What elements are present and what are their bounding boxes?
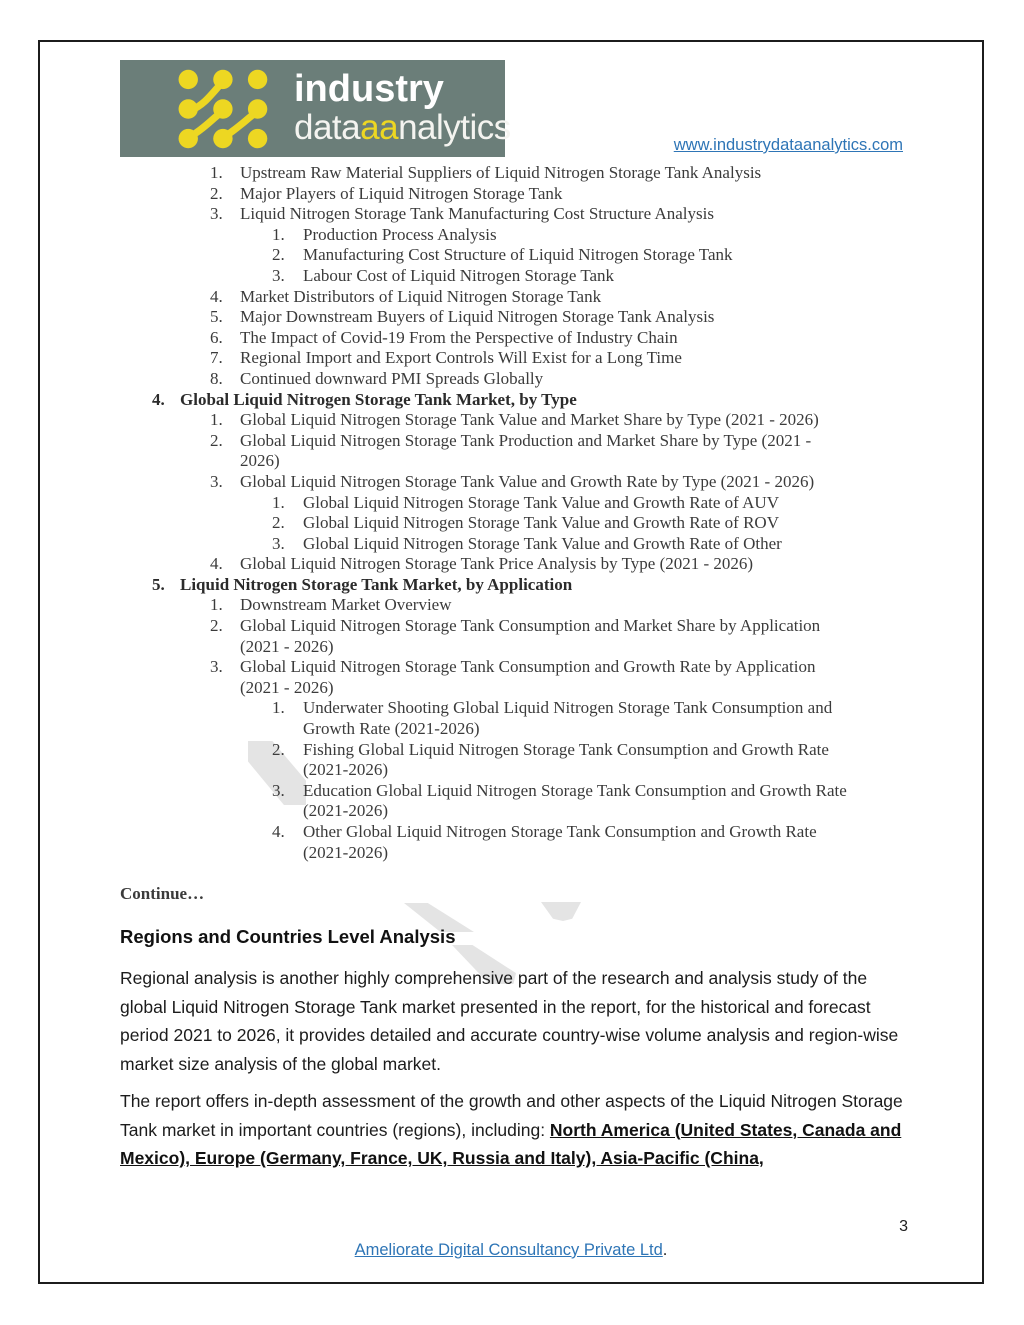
toc-item [210,595,910,616]
toc-item-text: Liquid Nitrogen Storage Tank Market, by Application [180,574,573,594]
toc-item-text: Global Liquid Nitrogen Storage Tank Value and Growth Rate of Other [303,533,782,553]
toc-item-number: 4. [210,286,223,306]
logo-word-industry: industry [294,68,444,110]
toc-item-number: 4. [210,554,223,574]
toc-item [210,163,910,184]
toc-item-number: 1. [210,410,223,430]
toc-item [210,431,910,472]
logo-word-dataanalytics: dataaanalytics [294,108,511,147]
toc-item-number: 8. [210,368,223,388]
logo-accent-letters: aa [360,108,399,147]
toc-item [272,534,910,555]
page-number: 3 [899,1218,908,1235]
toc-item-number: 5. [210,307,223,327]
toc-item [272,698,910,739]
footer [120,1241,902,1260]
toc-item-number: 2. [210,616,223,636]
toc-item-text: Regional Import and Export Controls Will Exist for a Long Time [240,348,682,368]
toc-item-number: 6. [210,327,223,347]
toc-item [272,513,910,534]
toc-item-text: Global Liquid Nitrogen Storage Tank Value and Market Share by Type (2021 - 2026) [240,410,819,430]
toc-item-number: 3. [272,780,285,800]
toc-item-text: Labour Cost of Liquid Nitrogen Storage Tank [303,265,615,285]
toc-item [210,657,910,698]
logo-dots-icon [176,69,278,149]
toc-item-text: Global Liquid Nitrogen Storage Tank Consumption and Growth Rate by Application (2021 - 2026) [240,657,816,697]
toc-item [210,307,910,328]
toc-item-number: 2. [210,183,223,203]
toc-item [210,554,910,575]
paragraph-normal-run: The report offers in-depth assessment of the growth and other aspects of the Liquid Nitrogen Storage Tank market in important countries (regions), including: [120,1091,903,1140]
footer-period: . [662,1241,668,1259]
toc-item-text: Production Process Analysis [303,224,497,244]
toc-item [210,616,910,657]
toc-item-text: Major Players of Liquid Nitrogen Storage Tank [240,183,563,203]
watermark-shape [541,902,581,921]
toc-item-number: 3. [272,265,285,285]
toc-item [272,781,910,822]
toc-item-number: 2. [272,513,285,533]
toc-item-number: 2. [210,430,223,450]
toc-item-number: 7. [210,348,223,368]
toc-item-number: 5. [152,574,165,594]
toc-item [210,348,910,369]
footer-company-link[interactable]: Ameliorate Digital Consultancy Private Ltd [354,1241,663,1259]
toc-item [210,369,910,390]
toc-item [210,410,910,431]
toc-item [272,740,910,781]
toc-item-number: 3. [210,657,223,677]
toc-item [210,287,910,308]
toc-item [272,245,910,266]
company-logo [120,60,511,157]
toc-item-text: Global Liquid Nitrogen Storage Tank Price Analysis by Type (2021 - 2026) [240,554,754,574]
toc-item-text: Manufacturing Cost Structure of Liquid Nitrogen Storage Tank [303,245,733,265]
toc-item-text: Market Distributors of Liquid Nitrogen Storage Tank [240,286,602,306]
section-heading: Regions and Countries Level Analysis [120,926,456,947]
toc-item-text: Major Downstream Buyers of Liquid Nitrogen Storage Tank Analysis [240,307,715,327]
toc-item-text: Global Liquid Nitrogen Storage Tank Value and Growth Rate by Type (2021 - 2026) [240,471,815,491]
toc-item [272,225,910,246]
website-link[interactable]: www.industrydataanalytics.com [673,136,903,154]
table-of-contents [120,163,910,863]
toc-item [272,493,910,514]
toc-item-number: 4. [272,822,285,841]
toc-item [152,575,910,596]
toc-item [152,390,910,411]
toc-item-number: 2. [272,245,285,265]
toc-item-number: 3. [210,204,223,224]
toc-item-number: 1. [210,595,223,615]
toc-item-number: 3. [272,533,285,553]
toc-item [272,822,910,863]
toc-item-number: 4. [152,389,165,409]
toc-item [210,184,910,205]
toc-item-text: Global Liquid Nitrogen Storage Tank Consumption and Market Share by Application (2021 - 2026) [240,616,821,656]
toc-item-text: Global Liquid Nitrogen Storage Tank Value and Growth Rate of AUV [303,492,779,512]
toc-item-text: Global Liquid Nitrogen Storage Tank Production and Market Share by Type (2021 - 2026) [240,430,812,471]
toc-item-number: 2. [272,739,285,759]
toc-item-text: Continued downward PMI Spreads Globally [240,368,544,388]
toc-item [210,328,910,349]
toc-item-text: Education Global Liquid Nitrogen Storage Tank Consumption and Growth Rate (2021-2026) [303,780,847,821]
toc-item-number: 1. [272,224,285,244]
toc-item-number: 1. [272,492,285,512]
toc-item [210,472,910,493]
toc-item-text: Global Liquid Nitrogen Storage Tank Value and Growth Rate of ROV [303,513,779,533]
regions-emphasis-run: North America (United States, Canada and Mexico), Europe (Germany, France, UK, Russia and Italy), Asia-Pacific (China, [120,1119,902,1169]
toc-item-text: The Impact of Covid-19 From the Perspective of Industry Chain [240,327,678,347]
toc-item [272,266,910,287]
toc-item-text: Underwater Shooting Global Liquid Nitrogen Storage Tank Consumption and Growth Rate (2021-2026) [303,698,833,739]
toc-item-number: 1. [210,163,223,182]
toc-item-text: Global Liquid Nitrogen Storage Tank Market, by Type [180,389,577,409]
toc-item-text: Downstream Market Overview [240,595,452,615]
toc-item-number: 1. [272,698,285,718]
toc-item-text: Upstream Raw Material Suppliers of Liquid Nitrogen Storage Tank Analysis [240,163,762,182]
paragraph-regional-analysis: Regional analysis is another highly comprehensive part of the research and analysis study of the global Liquid Nitrogen Storage Tank market presented in the report, for the historical and forecast period 2021 to 2026, it provides detailed and accurate country-wise volume analysis and region-wise market size analysis of the global market. [120,968,899,1074]
toc-item-text: Fishing Global Liquid Nitrogen Storage Tank Consumption and Growth Rate (2021-2026) [303,739,829,780]
toc-item-number: 3. [210,471,223,491]
continue-label: Continue… [120,884,205,903]
toc-item [210,204,910,225]
paragraph-report-assessment [120,1087,912,1173]
toc-item-text: Liquid Nitrogen Storage Tank Manufacturing Cost Structure Analysis [240,204,714,224]
toc-item-text: Other Global Liquid Nitrogen Storage Tank Consumption and Growth Rate (2021-2026) [303,822,817,862]
